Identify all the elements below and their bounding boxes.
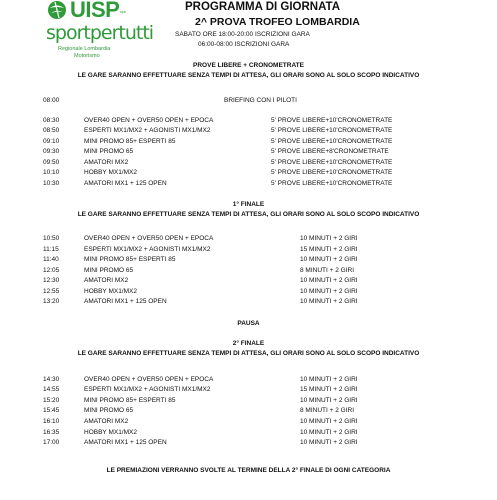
table-row bbox=[0, 138, 497, 148]
row-time: 10:10 bbox=[43, 169, 60, 176]
row-category: MINI PROMO 65 bbox=[84, 267, 134, 274]
row-description: 10 MINUTI + 2 GIRI bbox=[300, 277, 358, 284]
table-row bbox=[0, 407, 497, 417]
row-time: 17:00 bbox=[43, 439, 60, 446]
row-time: 11:15 bbox=[43, 246, 59, 253]
table-row bbox=[0, 256, 497, 266]
row-time: 08:30 bbox=[43, 117, 60, 124]
row-time: 14:55 bbox=[43, 386, 60, 393]
row-description: 5' PROVE LIBERE+10'CRONOMETRATE bbox=[271, 159, 393, 166]
row-time: 16:10 bbox=[43, 418, 60, 425]
row-category: OVER40 OPEN + OVER50 OPEN + EPOCA bbox=[84, 235, 214, 242]
briefing-time: 08:00 bbox=[43, 97, 60, 104]
row-category: AMATORI MX1 + 125 OPEN bbox=[84, 439, 167, 446]
row-time: 14:30 bbox=[43, 376, 60, 383]
logo-brand: UISP bbox=[70, 0, 120, 22]
row-category: HOBBY MX1/MX2 bbox=[84, 288, 137, 295]
row-category: HOBBY MX1/MX2 bbox=[84, 169, 137, 176]
row-category: AMATORI MX1 + 125 OPEN bbox=[84, 298, 167, 305]
section-title-prove: PROVE LIBERE + CRONOMETRATE bbox=[193, 62, 304, 69]
table-row bbox=[0, 376, 497, 386]
section-title-finale1: 1° FINALE bbox=[232, 201, 265, 208]
section-note-prove: LE GARE SARANNO EFFETTUARE SENZA TEMPI DI ATTESA, GLI ORARI SONO AL SOLO SCOPO INDICATIVO bbox=[77, 72, 420, 79]
row-category: AMATORI MX2 bbox=[84, 277, 129, 284]
row-description: 8 MINUTI + 2 GIRI bbox=[300, 407, 354, 414]
table-row bbox=[0, 418, 497, 428]
row-description: 15 MINUTI + 2 GIRI bbox=[300, 246, 358, 253]
row-category: ESPERTI MX1/MX2 + AGONISTI MX1/MX2 bbox=[84, 386, 211, 393]
table-row bbox=[0, 277, 497, 287]
table-row bbox=[0, 298, 497, 308]
table-row bbox=[0, 235, 497, 245]
row-time: 11:40 bbox=[43, 256, 59, 263]
briefing-label: BRIEFING CON I PILOTI bbox=[224, 97, 297, 104]
row-category: HOBBY MX1/MX2 bbox=[84, 429, 137, 436]
row-category: MINI PROMO 85+ ESPERTI 85 bbox=[84, 397, 176, 404]
globe-icon bbox=[46, 0, 68, 20]
row-time: 13:20 bbox=[43, 298, 60, 305]
row-time: 10:50 bbox=[43, 235, 60, 242]
row-description: 5' PROVE LIBERE+10'CRONOMETRATE bbox=[271, 169, 393, 176]
registration-info-saturday: SABATO ORE 18:00-20:00 ISCRIZIONI GARA bbox=[175, 31, 310, 38]
pause-label: PAUSA bbox=[237, 320, 260, 327]
row-description: 10 MINUTI + 2 GIRI bbox=[300, 418, 358, 425]
page-subtitle: 2^ PROVA TROFEO LOMBARDIA bbox=[195, 16, 360, 28]
row-category: MINI PROMO 85+ ESPERTI 85 bbox=[84, 138, 176, 145]
row-time: 09:10 bbox=[43, 138, 60, 145]
row-time: 12:55 bbox=[43, 288, 60, 295]
row-category: MINI PROMO 65 bbox=[84, 407, 134, 414]
row-category: OVER40 OPEN + OVER50 OPEN + EPOCA bbox=[84, 117, 214, 124]
row-time: 12:30 bbox=[43, 277, 60, 284]
row-time: 09:30 bbox=[43, 148, 60, 155]
table-row bbox=[0, 127, 497, 137]
row-category: AMATORI MX1 + 125 OPEN bbox=[84, 180, 167, 187]
registration-info-morning: 06:00-08:00 ISCRIZIONI GARA bbox=[198, 41, 290, 48]
briefing-row bbox=[0, 97, 497, 107]
logo-region: Regionale Lombardia bbox=[58, 46, 111, 52]
row-category: AMATORI MX2 bbox=[84, 418, 129, 425]
row-description: 10 MINUTI + 2 GIRI bbox=[300, 288, 358, 295]
row-description: 5' PROVE LIBERE+10'CRONOMETRATE bbox=[271, 117, 393, 124]
row-time: 10:30 bbox=[43, 180, 60, 187]
row-description: 10 MINUTI + 2 GIRI bbox=[300, 429, 358, 436]
logo-tagline: sportpertutti bbox=[46, 22, 154, 44]
table-row bbox=[0, 159, 497, 169]
table-row bbox=[0, 439, 497, 449]
row-category: ESPERTI MX1/MX2 + AGONISTI MX1/MX2 bbox=[84, 127, 211, 134]
section-note-finale1: LE GARE SARANNO EFFETTUARE SENZA TEMPI DI ATTESA, GLI ORARI SONO AL SOLO SCOPO INDICATIVO bbox=[77, 211, 420, 218]
row-description: 5' PROVE LIBERE+8'CRONOMETRATE bbox=[271, 148, 389, 155]
row-description: 5' PROVE LIBERE+10'CRONOMETRATE bbox=[271, 138, 393, 145]
table-row bbox=[0, 148, 497, 158]
section-title-finale2: 2° FINALE bbox=[232, 340, 265, 347]
table-row bbox=[0, 246, 497, 256]
row-category: MINI PROMO 85+ ESPERTI 85 bbox=[84, 256, 176, 263]
row-time: 12:05 bbox=[43, 267, 60, 274]
row-description: 10 MINUTI + 2 GIRI bbox=[300, 376, 358, 383]
awards-footer: LE PREMIAZIONI VERRANNO SVOLTE AL TERMINE DELLA 2° FINALE DI OGNI CATEGORIA bbox=[106, 467, 391, 474]
table-row bbox=[0, 169, 497, 179]
row-category: ESPERTI MX1/MX2 + AGONISTI MX1/MX2 bbox=[84, 246, 211, 253]
row-time: 15:20 bbox=[43, 397, 60, 404]
table-row bbox=[0, 397, 497, 407]
table-row bbox=[0, 117, 497, 127]
row-category: AMATORI MX2 bbox=[84, 159, 129, 166]
row-description: 15 MINUTI + 2 GIRI bbox=[300, 386, 358, 393]
logo-suffix: spa bbox=[120, 10, 126, 14]
table-row bbox=[0, 267, 497, 277]
row-category: MINI PROMO 65 bbox=[84, 148, 134, 155]
row-time: 08:50 bbox=[43, 127, 60, 134]
row-description: 10 MINUTI + 2 GIRI bbox=[300, 256, 358, 263]
row-description: 8 MINUTI + 2 GIRI bbox=[300, 267, 354, 274]
logo-dept: Motorismo bbox=[74, 53, 100, 59]
table-row bbox=[0, 180, 497, 190]
table-row bbox=[0, 429, 497, 439]
row-description: 10 MINUTI + 2 GIRI bbox=[300, 397, 358, 404]
row-description: 10 MINUTI + 2 GIRI bbox=[300, 298, 358, 305]
row-time: 16:35 bbox=[43, 429, 60, 436]
page-title: PROGRAMMA DI GIORNATA bbox=[185, 1, 341, 13]
row-time: 09:50 bbox=[43, 159, 60, 166]
table-row bbox=[0, 288, 497, 298]
row-description: 10 MINUTI + 2 GIRI bbox=[300, 235, 358, 242]
row-category: OVER40 OPEN + OVER50 OPEN + EPOCA bbox=[84, 376, 214, 383]
section-note-finale2: LE GARE SARANNO EFFETTUARE SENZA TEMPI DI ATTESA, GLI ORARI SONO AL SOLO SCOPO INDICATIVO bbox=[77, 350, 420, 357]
row-description: 5' PROVE LIBERE+10'CRONOMETRATE bbox=[271, 180, 393, 187]
row-time: 15:45 bbox=[43, 407, 60, 414]
row-description: 5' PROVE LIBERE+10'CRONOMETRATE bbox=[271, 127, 393, 134]
row-description: 10 MINUTI + 2 GIRI bbox=[300, 439, 358, 446]
table-row bbox=[0, 386, 497, 396]
uisp-logo bbox=[44, 0, 154, 68]
